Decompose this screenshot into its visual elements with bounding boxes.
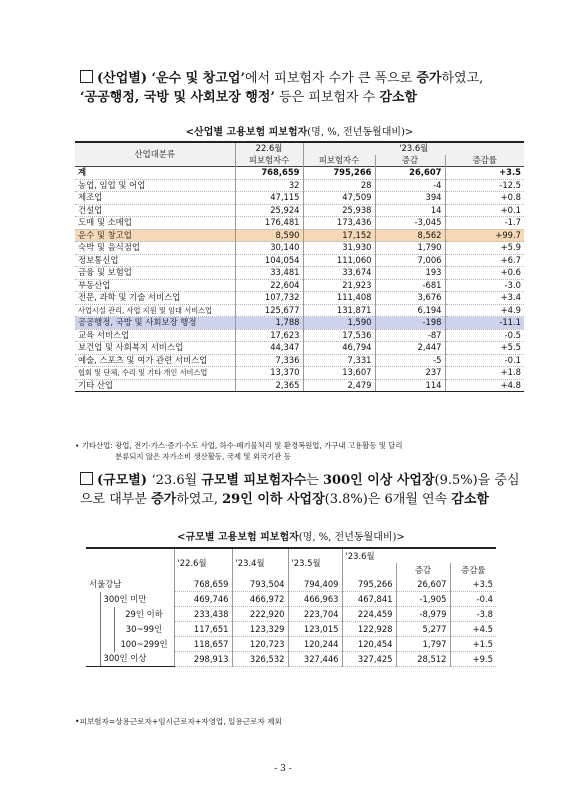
value-cell: 466,972 [232,592,288,607]
other-industry-note [75,440,525,462]
value-cell: -3.0 [445,279,524,292]
table-row [75,329,524,342]
value-cell: 326,532 [232,652,288,667]
value-cell: -0.5 [445,329,524,342]
value-cell: 794,409 [288,577,342,592]
size-text-5: 하였고, [176,492,223,507]
industry-name-cell: 기타 산업 [75,379,235,392]
value-cell: 117,651 [174,622,232,637]
value-cell: -8,979 [396,607,450,622]
page-number: - 3 - [274,764,292,774]
value-cell: 25,924 [235,204,303,217]
note-line-2: 분류되지 않은 자가소비 생산활동, 국제 및 외국기관 등 [115,452,291,461]
value-cell: -11.1 [445,317,524,330]
value-cell: 17,623 [235,329,303,342]
value-cell: 1,797 [396,637,450,652]
value-cell: 17,536 [303,329,375,342]
value-cell: 123,015 [288,622,342,637]
industry-text-2: 하였고, [441,71,484,86]
value-cell: -3.8 [450,607,496,622]
value-cell: 2,479 [303,379,375,392]
industry-text-1: 에서 피보험자 수가 큰 폭으로 [244,71,417,86]
value-cell: 31,930 [303,242,375,255]
value-cell: 327,446 [288,652,342,667]
table1-caption-unit: (명, %, 전년동월대비)> [307,127,414,138]
value-cell: 176,481 [235,217,303,230]
table-row [86,652,496,667]
table2-caption [86,528,496,543]
table-row [86,637,496,652]
value-cell: +99.7 [445,229,524,242]
industry-insured-table [75,141,524,392]
note-line-1: • 기타산업: 광업, 전기·가스·증기·수도 사업, 하수·폐기물처리 및 환경복원업, 가구내 고용활동 및 달리 [75,441,403,450]
value-cell: 118,657 [174,637,232,652]
size-decrease-word: 감소함 [451,492,489,507]
value-cell: +1.5 [450,637,496,652]
value-cell: +3.5 [445,167,524,180]
value-cell: -1.7 [445,217,524,230]
value-cell: +4.5 [450,622,496,637]
value-cell: -0.1 [445,354,524,367]
t2-change-header: 증감 [396,563,450,577]
checkbox-bullet-icon [80,70,93,83]
table-row [75,292,524,305]
table-row [75,167,524,180]
value-cell: +3.5 [450,577,496,592]
value-cell: 33,481 [235,267,303,280]
value-cell: 467,841 [342,592,396,607]
value-cell: 193 [375,267,445,280]
value-cell: -5 [375,354,445,367]
value-cell: 394 [375,192,445,205]
value-cell: 768,659 [235,167,303,180]
value-cell: 26,607 [375,167,445,180]
value-cell: 17,152 [303,229,375,242]
size-label-cell: 30~99인 [114,622,174,637]
value-cell: 8,590 [235,229,303,242]
size-summary-paragraph [80,471,520,509]
size-text-4: 으로 대부분 [80,492,152,507]
m1-header: '22.6월 [174,548,232,577]
value-cell: -1,905 [396,592,450,607]
table-row [75,229,524,242]
industry-name-cell: 예술, 스포츠 및 여가 관련 서비스업 [75,354,235,367]
value-cell: 222,920 [232,607,288,622]
value-cell: 104,054 [235,254,303,267]
industry-name-cell: 도매 및 소매업 [75,217,235,230]
table-row [75,242,524,255]
table-row [75,367,524,380]
table-row [75,267,524,280]
value-cell: -12.5 [445,179,524,192]
value-cell: 114 [375,379,445,392]
value-cell: 44,347 [235,342,303,355]
value-cell: 5,277 [396,622,450,637]
value-cell: 22,604 [235,279,303,292]
table-row [75,354,524,367]
value-cell: 131,871 [303,304,375,317]
value-cell: +9.5 [450,652,496,667]
value-cell: 13,370 [235,367,303,380]
size-bold-2: 300인 이상 사업장 [323,473,435,488]
value-cell: 28,512 [396,652,450,667]
value-cell: 237 [375,367,445,380]
value-cell: -198 [375,317,445,330]
size-insured-table [86,547,496,667]
value-cell: 6,194 [375,304,445,317]
value-cell: 7,331 [303,354,375,367]
value-cell: 25,938 [303,204,375,217]
industry-name-cell: 전문, 과학 및 기술 서비스업 [75,292,235,305]
table-row [75,204,524,217]
m3-header: '23.5월 [288,548,342,577]
industry-text-3: 등은 피보험자 수 [274,90,380,105]
industry-prefix: (산업별) [97,71,152,86]
size-label-cell: 300인 미만 [100,592,174,607]
value-cell: 173,436 [303,217,375,230]
value-cell: 111,408 [303,292,375,305]
size-bold-1: 규모별 피보험자수 [201,473,307,488]
value-cell: 2,447 [375,342,445,355]
value-cell: 795,266 [342,577,396,592]
value-cell: 3,676 [375,292,445,305]
table-row [75,217,524,230]
value-cell: 2,365 [235,379,303,392]
value-cell: 7,006 [375,254,445,267]
public-admin-highlight: ‘공공행정, 국방 및 사회보장 행정’ [80,90,275,105]
value-cell: 111,060 [303,254,375,267]
table2-caption-bold: <규모별 고용보험 피보험자 [177,532,299,543]
value-cell: +1.8 [445,367,524,380]
value-cell: -3,045 [375,217,445,230]
size-label-cell: 서울강남 [89,578,122,589]
industry-name-cell: 정보통신업 [75,254,235,267]
table-row [75,279,524,292]
value-cell: 298,913 [174,652,232,667]
size-text-1: ‘23.6월 [151,473,202,488]
industry-name-cell: 사업시설 관리, 사업 지원 및 임대 서비스업 [75,304,235,317]
table-row [86,592,496,607]
industry-name-cell: 제조업 [75,192,235,205]
size-increase-word: 증가 [151,492,177,507]
size-bold-3: 29인 이하 사업장 [222,492,325,507]
value-cell: +0.6 [445,267,524,280]
table1-caption-bold: <산업별 고용보험 피보험자 [185,127,308,138]
table-row [75,342,524,355]
value-cell: 28 [303,179,375,192]
value-cell: 768,659 [174,577,232,592]
value-cell: 125,677 [235,304,303,317]
table2-caption-unit: (명, %, 전년동월대비)> [298,532,405,543]
size-text-6: (3.8%)은 6개월 연속 [324,492,452,507]
industry-name-cell: 보건업 및 사회복지 서비스업 [75,342,235,355]
table-row [75,179,524,192]
table1-caption [75,123,524,138]
value-cell: 223,704 [288,607,342,622]
value-cell: 120,244 [288,637,342,652]
value-cell: 466,963 [288,592,342,607]
table-row [75,192,524,205]
size-label-cell: 29인 이하 [114,607,174,622]
industry-name-cell: 숙박 및 음식점업 [75,242,235,255]
industry-summary-paragraph [80,69,520,107]
value-cell: 233,438 [174,607,232,622]
value-cell: 469,746 [174,592,232,607]
value-cell: +6.7 [445,254,524,267]
value-cell: -681 [375,279,445,292]
value-cell: +5.5 [445,342,524,355]
value-cell: -0.4 [450,592,496,607]
value-cell: 7,336 [235,354,303,367]
value-cell: 795,266 [303,167,375,180]
value-cell: 107,732 [235,292,303,305]
insured23-header: 피보험자수 [303,155,375,167]
value-cell: -4 [375,179,445,192]
value-cell: 8,562 [375,229,445,242]
table-row [75,254,524,267]
change-header: 증감 [375,155,445,167]
table-row [75,379,524,392]
increase-word: 증가 [416,71,442,86]
m2-header: '23.4월 [232,548,288,577]
m4-header: '23.6월 [342,548,496,563]
value-cell: 224,459 [342,607,396,622]
decrease-word: 감소함 [379,90,418,105]
industry-header: 산업대분류 [75,142,235,167]
rate-header: 증감률 [445,155,524,167]
value-cell: 33,674 [303,267,375,280]
value-cell: 47,509 [303,192,375,205]
industry-name-cell: 교육 서비스업 [75,329,235,342]
value-cell: +4.9 [445,304,524,317]
value-cell: 47,115 [235,192,303,205]
value-cell: 123,329 [232,622,288,637]
insured-definition-footnote: •피보험자=상용근로자+임시근로자+자영업, 일용근로자 제외 [75,717,282,726]
size-prefix: (규모별) [97,473,152,488]
size-label-cell: 300인 이상 [100,652,174,667]
value-cell: 13,607 [303,367,375,380]
value-cell: +4.8 [445,379,524,392]
industry-name-cell: 운수 및 창고업 [75,229,235,242]
table-row [86,622,496,637]
value-cell: 327,425 [342,652,396,667]
industry-name-cell: 금융 및 보험업 [75,267,235,280]
table-row [75,317,524,330]
value-cell: +3.4 [445,292,524,305]
size-text-2: 는 [306,473,323,488]
value-cell: 30,140 [235,242,303,255]
table-row [75,304,524,317]
size-label-cell: 100~299인 [114,637,174,652]
year22-header: 22.6월 [235,142,303,155]
value-cell: 120,454 [342,637,396,652]
value-cell: 46,794 [303,342,375,355]
table-row [86,577,496,592]
value-cell: -87 [375,329,445,342]
t2-rate-header: 증감률 [450,563,496,577]
value-cell: 26,607 [396,577,450,592]
value-cell: +5.9 [445,242,524,255]
table-row [86,607,496,622]
value-cell: 32 [235,179,303,192]
value-cell: +0.8 [445,192,524,205]
value-cell: 21,923 [303,279,375,292]
value-cell: 122,928 [342,622,396,637]
value-cell: 120,723 [232,637,288,652]
industry-name-cell: 계 [75,167,235,180]
insured22-header: 피보험자수 [235,155,303,167]
size-text-3: (9.5%)을 중심 [434,473,520,488]
value-cell: 14 [375,204,445,217]
industry-name-cell: 건설업 [75,204,235,217]
checkbox-bullet-icon [80,472,93,485]
industry-name-cell: 부동산업 [75,279,235,292]
value-cell: 1,788 [235,317,303,330]
value-cell: 1,790 [375,242,445,255]
industry-name-cell: 협회 및 단체, 수리 및 기타 개인 서비스업 [75,367,235,380]
value-cell: 793,504 [232,577,288,592]
value-cell: +0.1 [445,204,524,217]
transport-highlight: ‘운수 및 창고업’ [151,71,245,86]
industry-name-cell: 농업, 임업 및 어업 [75,179,235,192]
industry-name-cell: 공공행정, 국방 및 사회보장 행정 [75,317,235,330]
year23-header: '23.6월 [303,142,524,155]
value-cell: 1,590 [303,317,375,330]
